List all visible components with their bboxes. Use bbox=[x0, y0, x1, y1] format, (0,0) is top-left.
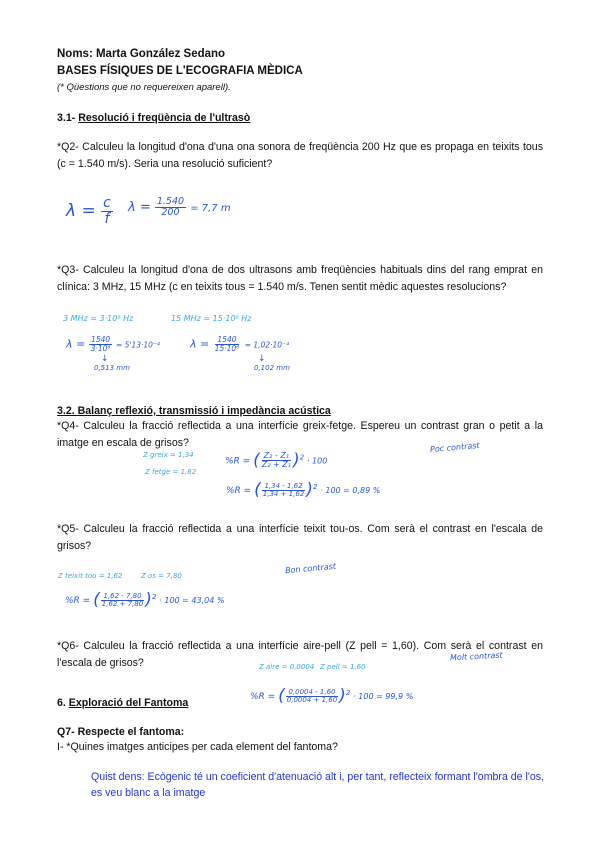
document-note: (* Qüestions que no requereixen aparell). bbox=[57, 82, 231, 93]
q5-calculation: %R = ( $\frac{1,62 - 7,80}{1,62 + 7,80}$ )$^2$ · 100 = 43,04 % bbox=[65, 590, 225, 610]
q2-fraction-den: f bbox=[104, 210, 110, 227]
q4-z-greix: Z greix = 1,34 bbox=[143, 451, 194, 459]
q6-calc-lhs: %R = bbox=[250, 692, 276, 703]
q6-calc-num: 0,0004 - 1,60 bbox=[288, 687, 336, 696]
q4-calculation: %R = ( $\frac{1,34 - 1,62}{1,34 + 1,62}$ )$^2$ · 100 = 0,89 % bbox=[226, 480, 381, 500]
q3-calc-1-den: 3·10⁶ bbox=[90, 343, 111, 353]
q4-formula-fraction bbox=[260, 452, 293, 470]
q3-calc-1-num: 1540 bbox=[91, 335, 111, 344]
q3-frequency-2: 15 MHz = 15·10⁶ Hz bbox=[171, 314, 252, 323]
student-names: Noms: Marta González Sedano bbox=[57, 48, 226, 60]
q4-formula-num: Z₂ - Z₁ bbox=[263, 451, 290, 460]
q3-arrow-1: ↓ bbox=[101, 354, 109, 364]
section-6-title: Exploració del Fantoma bbox=[68, 697, 189, 709]
q4-calc-fraction bbox=[261, 483, 307, 499]
q5-contrast-note: Bon contrast bbox=[284, 561, 337, 576]
q2-calc-den: 200 bbox=[161, 206, 180, 218]
section-3-1-heading bbox=[57, 110, 250, 127]
q5-calc-num: 1,62 - 7,80 bbox=[103, 591, 142, 600]
q4-formula-mult: · 100 bbox=[306, 456, 328, 466]
section-3-1-title: Resolució i freqüència de l'ultrasò bbox=[78, 112, 251, 124]
q6-z-pell: Z pell = 1,60 bbox=[320, 663, 366, 671]
q7-answer: Quist dens: Ecògenic té un coeficient d'atenuació alt i, per tant, reflecteix formant l'ombra de l'os, es veu blanc a la imatge bbox=[91, 771, 545, 799]
question-q3: *Q3- Calculeu la longitud d'ona de dos ultrasons amb freqüències habituals dins del rang emprat en clínica: 3 MHz, 15 MHz (c en teixits tous = 1.540 m/s. Tenen sentit mèdic aquestes resolucions? bbox=[57, 264, 543, 293]
section-3-2-heading: 3.2. Balanç reflexió, transmissió i impedància acústica bbox=[57, 405, 331, 417]
document-title: BASES FÍSIQUES DE L'ECOGRAFIA MÈDICA bbox=[57, 65, 303, 77]
q5-calc-den: 1,62 + 7,80 bbox=[101, 600, 144, 609]
q2-formula bbox=[66, 196, 113, 226]
q4-calc-result: · 100 = 0,89 % bbox=[320, 486, 381, 496]
q4-formula-den: Z₂ + Z₁ bbox=[261, 460, 291, 470]
q3-calc-2-lhs: λ = bbox=[190, 337, 210, 351]
q4-calc-lhs: %R = bbox=[226, 486, 252, 497]
q6-calculation: %R = ( $\frac{0,0004 - 1,60}{0,0004 + 1,60}$ )$^2$ · 100 = 99,9 % bbox=[250, 686, 414, 706]
question-q4: *Q4- Calculeu la fracció reflectida a una interfície greix-fetge. Espereu un contrast gran o petit a la imatge en escala de grisos? bbox=[57, 420, 543, 449]
q2-fraction-num: c bbox=[103, 195, 111, 211]
q2-fraction bbox=[101, 196, 113, 226]
q2-calculation bbox=[128, 197, 231, 218]
q2-calc-fraction bbox=[155, 197, 186, 218]
q6-calc-fraction bbox=[285, 689, 339, 705]
q6-z-aire: Z aire = 0,0004 bbox=[259, 663, 315, 671]
q3-calc-2 bbox=[190, 336, 289, 353]
q3-calc-1-lhs: λ = bbox=[66, 337, 86, 351]
q4-formula-lhs: %R = bbox=[225, 456, 251, 467]
q5-calc-fraction bbox=[100, 593, 146, 609]
q2-lambda-lhs: λ = bbox=[66, 201, 96, 222]
q3-calc-1-fraction bbox=[89, 336, 113, 353]
q5-z-teixit: Z teixit tou = 1,62 bbox=[58, 572, 123, 580]
q3-calc-2-result: = 1,02·10⁻⁴ bbox=[244, 340, 289, 350]
q4-formula: %R = ( $\frac{\text{Z₂ - Z₁}}{\text{Z₂ + Z₁}}$ )$^2$ · 100 bbox=[225, 450, 328, 471]
q3-calc-2-fraction bbox=[213, 336, 241, 353]
q2-calc-num: 1.540 bbox=[156, 196, 185, 207]
section-6-heading bbox=[57, 695, 188, 712]
q6-contrast-note: Molt contrast bbox=[449, 650, 503, 663]
q5-z-os: Z os = 7,80 bbox=[141, 572, 182, 580]
q4-calc-den: 1,34 + 1,62 bbox=[262, 490, 305, 499]
q4-z-fetge: Z fetge = 1,62 bbox=[145, 468, 197, 476]
q6-calc-den: 0,0004 + 1,60 bbox=[286, 696, 338, 705]
question-q6: *Q6- Calculeu la fracció reflectida a una interfície aire-pell (Z pell = 1,60). Com serà el contrast en l'escala de grisos? bbox=[57, 640, 543, 669]
q4-calc-num: 1,34 - 1,62 bbox=[264, 481, 303, 490]
q3-result-mm-2: 0,102 mm bbox=[254, 364, 290, 372]
q3-result-mm-1: 0,513 mm bbox=[94, 364, 130, 372]
q4-contrast-note: Poc contrast bbox=[429, 440, 480, 455]
q3-frequency-1: 3 MHz = 3·10⁶ Hz bbox=[63, 314, 134, 323]
q5-calc-lhs: %R = bbox=[65, 596, 91, 607]
q3-calc-2-num: 1540 bbox=[217, 335, 237, 344]
q2-calc-lhs: λ = bbox=[128, 199, 151, 215]
q3-calc-1-result: = 5'13·10⁻⁴ bbox=[115, 340, 160, 350]
q3-calc-1 bbox=[66, 336, 160, 353]
question-q2: *Q2- Calculeu la longitud d'ona d'una ona sonora de freqüència 200 Hz que es propaga en teixits tous (c = 1.540 m/s). Seria una resolució suficient? bbox=[57, 141, 543, 170]
section-3-1-number: 3.1- bbox=[57, 112, 76, 124]
question-q7-sub: I- *Quines imatges anticipes per cada element del fantoma? bbox=[57, 741, 338, 753]
q6-calc-result: · 100 = 99,9 % bbox=[353, 692, 414, 702]
q2-calc-result: = 7,7 m bbox=[190, 202, 231, 214]
question-q7-title: Q7- Respecte el fantoma: bbox=[57, 726, 185, 738]
section-6-number: 6. bbox=[57, 697, 66, 709]
q5-calc-result: · 100 = 43,04 % bbox=[159, 596, 225, 606]
question-q5: *Q5- Calculeu la fracció reflectida a una interfície teixit tou-os. Com serà el contrast en l'escala de grisos? bbox=[57, 523, 543, 552]
q3-calc-2-den: 15·10⁶ bbox=[214, 343, 240, 353]
q3-arrow-2: ↓ bbox=[258, 354, 266, 364]
